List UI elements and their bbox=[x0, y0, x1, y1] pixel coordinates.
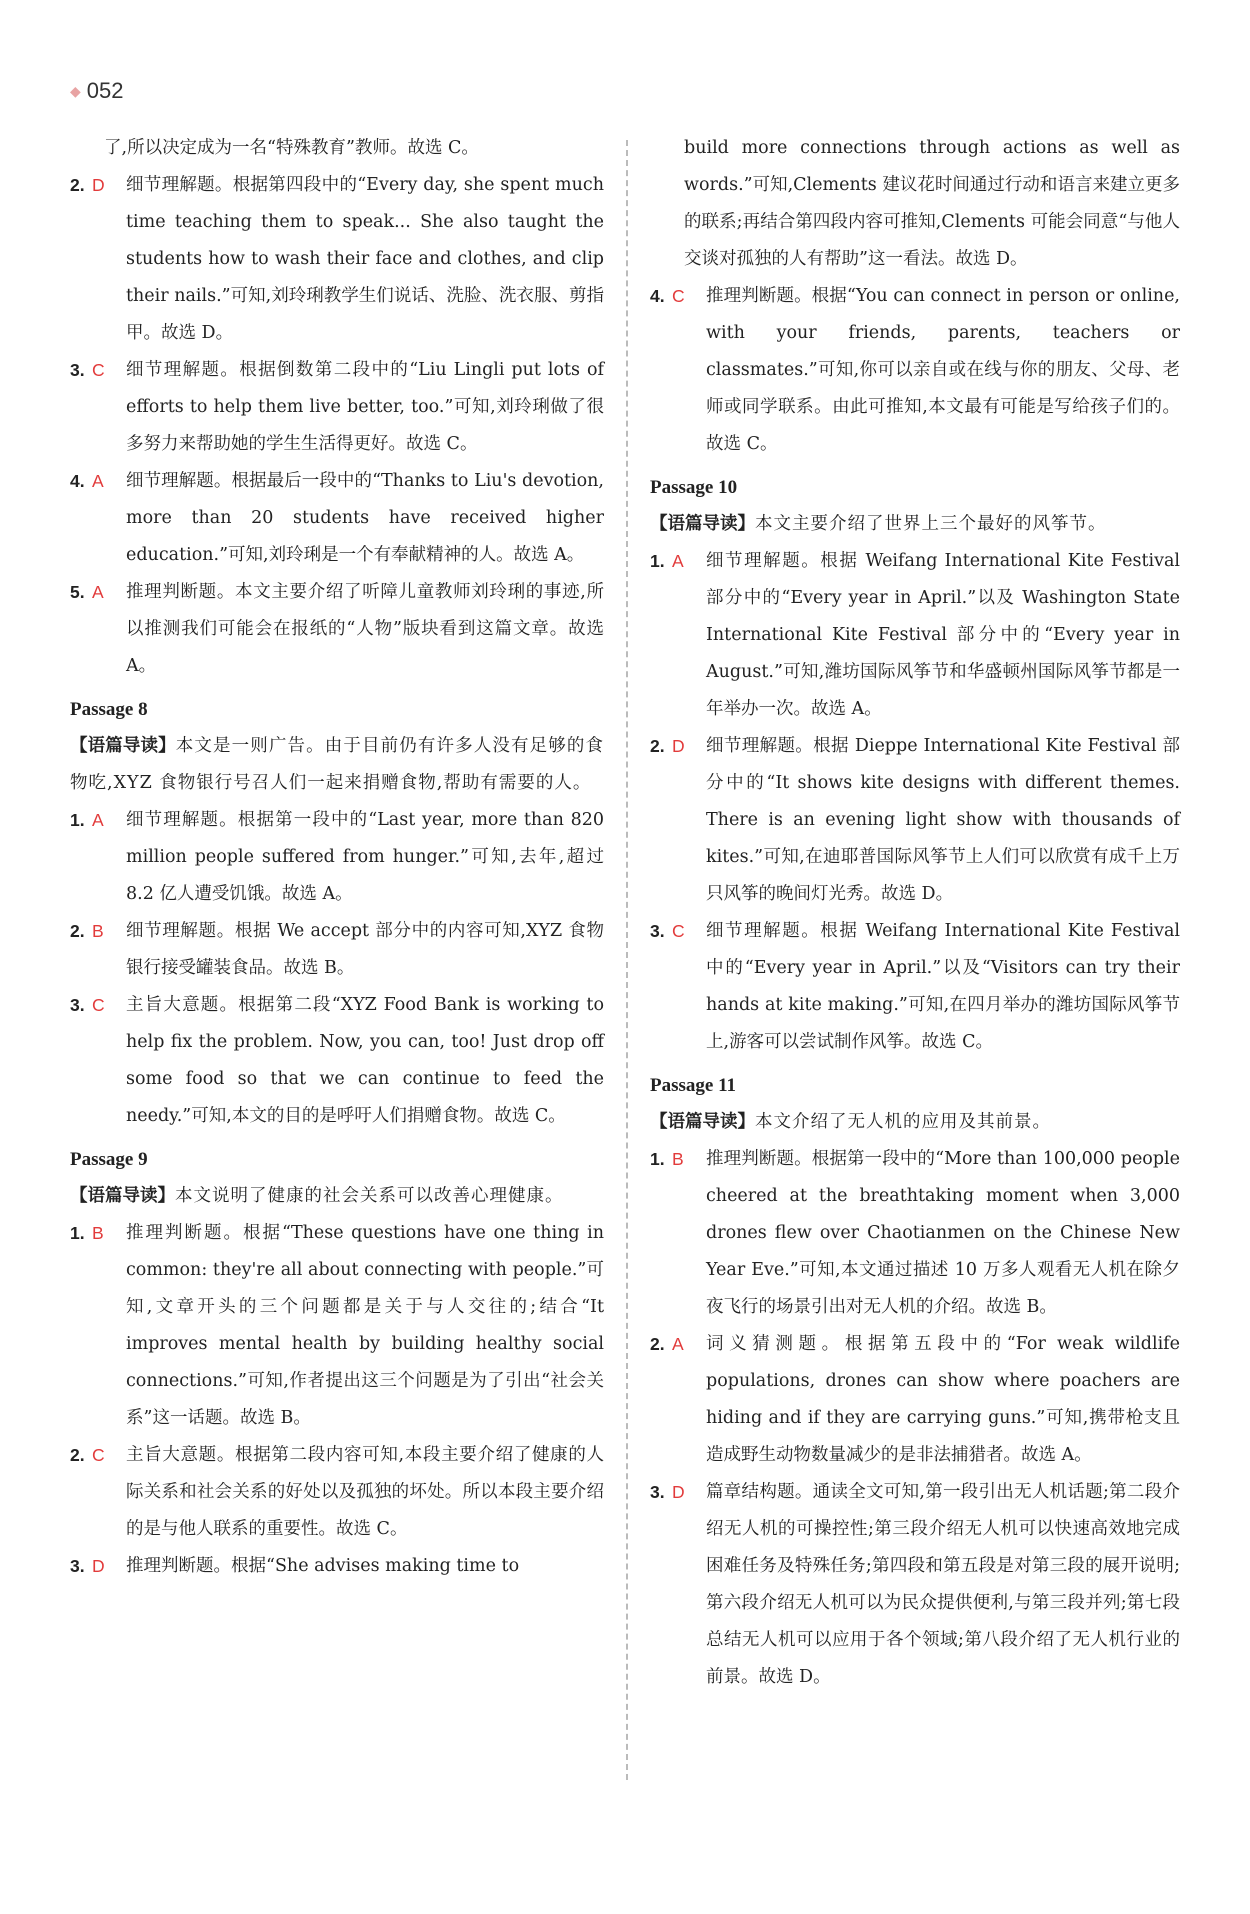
question-number: 2. bbox=[650, 1334, 665, 1354]
answer-item bbox=[70, 463, 604, 574]
answer-item bbox=[70, 1215, 604, 1437]
column-divider bbox=[626, 140, 628, 1780]
answer-item bbox=[650, 1326, 1180, 1474]
continued-text: build more connections through actions as well as words.”可知,Clements 建议花时间通过行动和语言来建立更多的联系;再结合第四段内容可推知,Clements 可能会同意“与他人交谈对孤独的人有帮助”这一看法。故选 D。 bbox=[684, 138, 1180, 269]
answer-letter: C bbox=[92, 360, 105, 380]
guide-text: 本文介绍了无人机的应用及其前景。 bbox=[755, 1112, 1051, 1132]
question-number: 3. bbox=[70, 1556, 85, 1576]
question-number: 2. bbox=[650, 736, 665, 756]
passage-title: Passage 10 bbox=[650, 477, 738, 498]
explanation-text: 推理判断题。根据第一段中的“More than 100,000 people cheered at the breathtaking moment when 3,000 drones flew over Chaotianmen on the Chinese New Year Eve.”可知,本文通过描述 10 万多人观看无人机在除夕夜飞行的场景引出对无人机的介绍。故选 B。 bbox=[706, 1149, 1180, 1317]
question-number: 2. bbox=[70, 921, 85, 941]
guide-label: 【语篇导读】 bbox=[650, 1112, 755, 1132]
explanation-text: 细节理解题。根据 Dieppe International Kite Festival 部分中的“It shows kite designs with different themes. There is an evening light show with thousands of kites.”可知,在迪耶普国际风筝节上人们可以欣赏有成千上万只风筝的晚间灯光秀。故选 D。 bbox=[706, 736, 1180, 904]
answer-letter: B bbox=[92, 921, 104, 941]
answer-item bbox=[70, 987, 604, 1135]
right-column bbox=[650, 130, 1180, 1696]
explanation-text: 推理判断题。根据“You can connect in person or online, with your friends, parents, teachers or classmates.”可知,你可以亲自或在线与你的朋友、父母、老师或同学联系。由此可推知,本文最有可能是写给孩子们的。故选 C。 bbox=[706, 286, 1180, 454]
answer-item bbox=[650, 278, 1180, 463]
answer-letter: D bbox=[672, 736, 685, 756]
answer-item bbox=[70, 913, 604, 987]
question-number: 2. bbox=[70, 175, 85, 195]
answer-item bbox=[70, 167, 604, 352]
question-number: 1. bbox=[650, 1149, 665, 1169]
answer-letter: A bbox=[672, 1334, 684, 1354]
answer-item bbox=[650, 913, 1180, 1061]
passage-title: Passage 8 bbox=[70, 699, 148, 720]
answer-item bbox=[650, 543, 1180, 728]
question-number: 2. bbox=[70, 1445, 85, 1465]
explanation-text: 篇章结构题。通读全文可知,第一段引出无人机话题;第二段介绍无人机的可操控性;第三段介绍无人机可以快速高效地完成困难任务及特殊任务;第四段和第五段是对第三段的展开说明;第六段介绍无人机可以为民众提供便利,与第三段并列;第七段总结无人机可以应用于各个领域;第八段介绍了无人机行业的前景。故选 D。 bbox=[706, 1482, 1180, 1687]
answer-letter: C bbox=[92, 995, 105, 1015]
passage-guide bbox=[70, 1178, 604, 1215]
question-number: 5. bbox=[70, 582, 85, 602]
answer-letter: D bbox=[672, 1482, 685, 1502]
passage-guide bbox=[650, 506, 1180, 543]
explanation-text: 推理判断题。根据“These questions have one thing in common: they're all about connecting with people.”可知,文章开头的三个问题都是关于与人交往的;结合“It improves mental health by building healthy social connections.”可知,作者提出这三个问题是为了引出“社会关系”这一话题。故选 B。 bbox=[126, 1223, 604, 1428]
answer-item bbox=[70, 574, 604, 685]
question-number: 3. bbox=[70, 360, 85, 380]
guide-text: 本文是一则广告。由于目前仍有许多人没有足够的食物吃,XYZ 食物银行号召人们一起来捐赠食物,帮助有需要的人。 bbox=[70, 736, 604, 793]
explanation-text: 细节理解题。根据第一段中的“Last year, more than 820 million people suffered from hunger.”可知,去年,超过 8.2 亿人遭受饥饿。故选 A。 bbox=[126, 810, 604, 904]
guide-text: 本文说明了健康的社会关系可以改善心理健康。 bbox=[175, 1186, 564, 1206]
passage-guide bbox=[70, 728, 604, 802]
page-number bbox=[70, 78, 124, 104]
explanation-text: 推理判断题。本文主要介绍了听障儿童教师刘玲琍的事迹,所以推测我们可能会在报纸的“人物”版块看到这篇文章。故选 A。 bbox=[126, 582, 604, 676]
answer-item bbox=[70, 352, 604, 463]
left-column bbox=[70, 130, 604, 1585]
answer-item bbox=[650, 1141, 1180, 1326]
answer-letter: A bbox=[672, 551, 684, 571]
answer-letter: D bbox=[92, 175, 105, 195]
question-number: 3. bbox=[650, 921, 665, 941]
answer-item bbox=[70, 802, 604, 913]
answer-item bbox=[650, 1474, 1180, 1696]
passage-title: Passage 9 bbox=[70, 1149, 148, 1170]
answer-letter: C bbox=[672, 286, 685, 306]
answer-letter: B bbox=[672, 1149, 684, 1169]
answer-letter: A bbox=[92, 471, 104, 491]
explanation-text: 主旨大意题。根据第二段内容可知,本段主要介绍了健康的人际关系和社会关系的好处以及孤独的坏处。所以本段主要介绍的是与他人联系的重要性。故选 C。 bbox=[126, 1445, 604, 1539]
answer-letter: D bbox=[92, 1556, 105, 1576]
question-number: 1. bbox=[70, 810, 85, 830]
answer-letter: B bbox=[92, 1223, 104, 1243]
explanation-text: 词义猜测题。根据第五段中的“For weak wildlife populations, drones can show where poachers are hiding and if they are carrying guns.”可知,携带枪支且造成野生动物数量减少的是非法捕猎者。故选 A。 bbox=[706, 1334, 1180, 1465]
guide-label: 【语篇导读】 bbox=[650, 514, 755, 534]
question-number: 3. bbox=[650, 1482, 665, 1502]
guide-label: 【语篇导读】 bbox=[70, 1186, 175, 1206]
passage-guide bbox=[650, 1104, 1180, 1141]
question-number: 1. bbox=[650, 551, 665, 571]
question-number: 4. bbox=[650, 286, 665, 306]
explanation-text: 细节理解题。根据 Weifang International Kite Festival 中的“Every year in April.”以及“Visitors can try their hands at kite making.”可知,在四月举办的潍坊国际风筝节上,游客可以尝试制作风筝。故选 C。 bbox=[706, 921, 1180, 1052]
passage-title: Passage 11 bbox=[650, 1075, 737, 1096]
explanation-text: 主旨大意题。根据第二段“XYZ Food Bank is working to help fix the problem. Now, you can, too! Just drop off some food so that we can continue to feed the needy.”可知,本文的目的是呼吁人们捐赠食物。故选 C。 bbox=[126, 995, 604, 1126]
question-number: 1. bbox=[70, 1223, 85, 1243]
answer-letter: A bbox=[92, 810, 104, 830]
guide-label: 【语篇导读】 bbox=[70, 736, 176, 756]
diamond-icon: ◆ bbox=[70, 82, 81, 99]
answer-letter: C bbox=[672, 921, 685, 941]
explanation-text: 细节理解题。根据倒数第二段中的“Liu Lingli put lots of efforts to help them live better, too.”可知,刘玲琍做了很多努力来帮助她的学生生活得更好。故选 C。 bbox=[126, 360, 604, 454]
explanation-text: 细节理解题。根据 We accept 部分中的内容可知,XYZ 食物银行接受罐装食品。故选 B。 bbox=[126, 921, 604, 978]
answer-item bbox=[70, 1437, 604, 1548]
explanation-text: 细节理解题。根据最后一段中的“Thanks to Liu's devotion, more than 20 students have received higher education.”可知,刘玲琍是一个有奉献精神的人。故选 A。 bbox=[126, 471, 604, 565]
answer-item bbox=[70, 1548, 604, 1585]
answer-letter: A bbox=[92, 582, 104, 602]
continued-text: 了,所以决定成为一名“特殊教育”教师。故选 C。 bbox=[104, 138, 479, 158]
guide-text: 本文主要介绍了世界上三个最好的风筝节。 bbox=[755, 514, 1107, 534]
answer-item bbox=[650, 728, 1180, 913]
explanation-text: 推理判断题。根据“She advises making time to bbox=[126, 1556, 520, 1576]
page-number-text: 052 bbox=[86, 78, 124, 103]
question-number: 4. bbox=[70, 471, 85, 491]
explanation-text: 细节理解题。根据 Weifang International Kite Festival 部分中的“Every year in April.”以及 Washington State International Kite Festival 部分中的“Every year in August.”可知,潍坊国际风筝节和华盛顿州国际风筝节都是一年举办一次。故选 A。 bbox=[706, 551, 1180, 719]
question-number: 3. bbox=[70, 995, 85, 1015]
explanation-text: 细节理解题。根据第四段中的“Every day, she spent much time teaching them to speak... She also taught the students how to wash their face and clothes, and clip their nails.”可知,刘玲琍教学生们说话、洗脸、洗衣服、剪指甲。故选 D。 bbox=[126, 175, 604, 343]
answer-letter: C bbox=[92, 1445, 105, 1465]
